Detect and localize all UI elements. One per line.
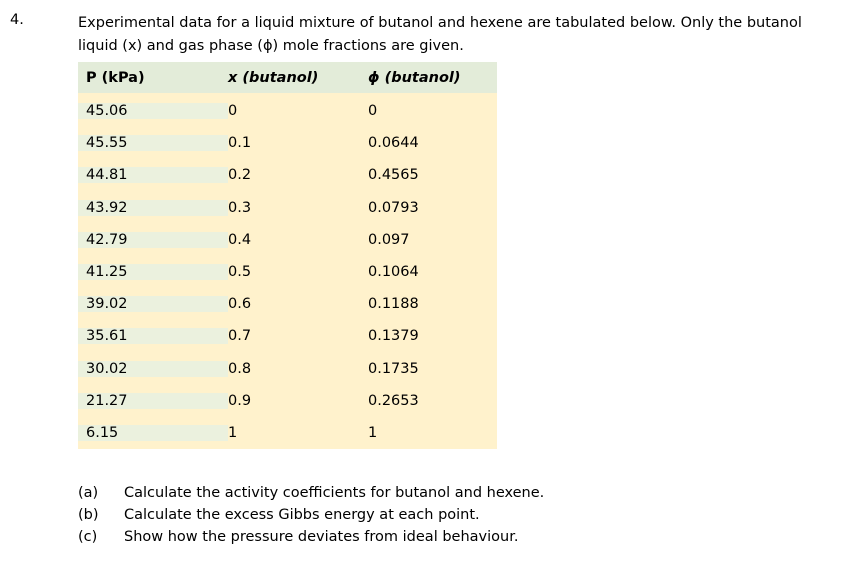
cell-pressure: 30.02 [78, 361, 228, 377]
cell-pressure: 35.61 [78, 328, 228, 344]
cell-x-butanol: 0.1 [228, 135, 252, 152]
part-label: (b) [78, 507, 99, 523]
cell-phi-butanol: 0.0793 [368, 199, 419, 216]
part-label: (a) [78, 485, 99, 501]
header-phi-butanol: ϕ (butanol) [368, 69, 461, 86]
cell-pressure: 41.25 [78, 264, 228, 280]
table-body [78, 93, 497, 449]
question-intro [78, 12, 838, 58]
cell-x-butanol: 0.5 [228, 264, 252, 281]
cell-phi-butanol: 0.1064 [368, 264, 419, 281]
table-row [78, 353, 497, 385]
cell-phi-butanol: 0.1188 [368, 296, 419, 313]
cell-x-butanol: 1 [228, 424, 238, 441]
header-pressure: P (kPa) [86, 69, 145, 86]
intro-line-2: liquid (x) and gas phase (ϕ) mole fractions are given. [78, 38, 464, 54]
cell-pressure: 45.55 [78, 135, 228, 151]
question-part [78, 526, 544, 548]
table-header [78, 62, 497, 93]
table-row [78, 95, 497, 127]
cell-phi-butanol: 0.1735 [368, 360, 419, 377]
table-row [78, 288, 497, 320]
cell-phi-butanol: 1 [368, 424, 378, 441]
part-text: Show how the pressure deviates from ideal behaviour. [124, 529, 519, 545]
cell-phi-butanol: 0.4565 [368, 167, 419, 184]
cell-pressure: 45.06 [78, 103, 228, 119]
cell-pressure: 43.92 [78, 200, 228, 216]
cell-x-butanol: 0.3 [228, 199, 252, 216]
table-row [78, 192, 497, 224]
table-row [78, 127, 497, 159]
cell-x-butanol: 0.7 [228, 328, 252, 345]
question-part [78, 482, 544, 504]
part-text: Calculate the excess Gibbs energy at each point. [124, 507, 480, 523]
cell-x-butanol: 0.2 [228, 167, 252, 184]
header-x-butanol: x (butanol) [228, 69, 319, 86]
cell-pressure: 42.79 [78, 232, 228, 248]
cell-x-butanol: 0.6 [228, 296, 252, 313]
question-part [78, 504, 544, 526]
table-row [78, 224, 497, 256]
cell-x-butanol: 0.8 [228, 360, 252, 377]
cell-pressure: 21.27 [78, 393, 228, 409]
table-row [78, 320, 497, 352]
table-row [78, 417, 497, 449]
part-label: (c) [78, 529, 98, 545]
cell-pressure: 39.02 [78, 296, 228, 312]
question-number: 4. [10, 12, 24, 28]
cell-phi-butanol: 0.2653 [368, 392, 419, 409]
cell-x-butanol: 0.4 [228, 231, 252, 248]
intro-line-1: Experimental data for a liquid mixture of butanol and hexene are tabulated below. Only the butanol [78, 15, 802, 31]
cell-pressure: 44.81 [78, 167, 228, 183]
table-row [78, 159, 497, 191]
cell-phi-butanol: 0 [368, 103, 378, 120]
cell-phi-butanol: 0.1379 [368, 328, 419, 345]
cell-phi-butanol: 0.0644 [368, 135, 419, 152]
part-text: Calculate the activity coefficients for butanol and hexene. [124, 485, 545, 501]
table-row [78, 256, 497, 288]
cell-x-butanol: 0.9 [228, 392, 252, 409]
cell-x-butanol: 0 [228, 103, 238, 120]
data-table [78, 62, 497, 449]
question-parts [78, 482, 544, 548]
cell-phi-butanol: 0.097 [368, 231, 410, 248]
table-row [78, 385, 497, 417]
cell-pressure: 6.15 [78, 425, 228, 441]
